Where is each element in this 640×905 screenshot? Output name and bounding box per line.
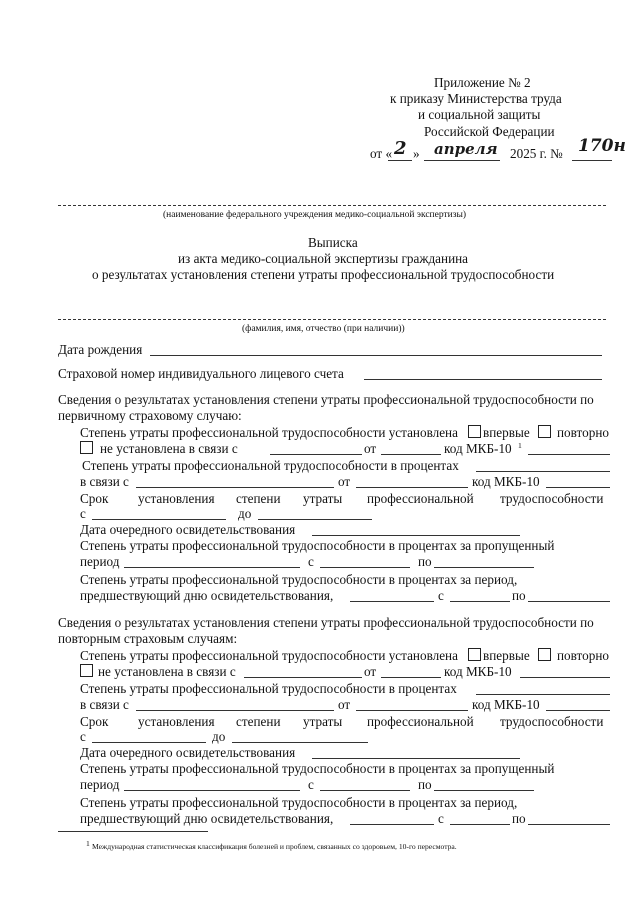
section2-heading-2: повторным страховым случаям: bbox=[58, 631, 238, 646]
s2-not-established-label: не установлена в связи с bbox=[98, 664, 236, 679]
s2-repeat-checkbox[interactable] bbox=[538, 648, 551, 661]
date-day: 2 bbox=[394, 138, 407, 159]
date-prefix: от « bbox=[370, 146, 393, 161]
s1-prev-from-label: с bbox=[438, 588, 444, 603]
s2-prev-label: Степень утраты профессиональной трудоспособности в процентах за период, bbox=[80, 795, 518, 810]
s1-from-label: от bbox=[364, 441, 377, 456]
s1-established-label: Степень утраты профессиональной трудоспособности установлена bbox=[80, 425, 458, 440]
doc-subtitle-1: из акта медико-социальной экспертизы гражданина bbox=[178, 251, 469, 266]
s1-mkb-label: код МКБ-10 bbox=[444, 441, 512, 456]
footnote-mark: 1 bbox=[86, 839, 90, 848]
s2-next-exam-label: Дата очередного освидетельствования bbox=[80, 745, 296, 760]
snils-label: Страховой номер индивидуального лицевого счета bbox=[58, 366, 344, 381]
s2-first-time-label: впервые bbox=[483, 648, 530, 663]
s2-missed-label: Степень утраты профессиональной трудоспособности в процентах за пропущенный bbox=[80, 761, 555, 776]
s1-term-word-3: степени bbox=[236, 491, 281, 506]
s1-term-word-4: утраты bbox=[303, 491, 343, 506]
s1-term-to-label: до bbox=[238, 506, 252, 521]
s2-period-label: период bbox=[80, 777, 120, 792]
s2-first-time-checkbox[interactable] bbox=[468, 648, 481, 661]
s1-term-from-label: с bbox=[80, 506, 86, 521]
s2-mkb-label-2: код МКБ-10 bbox=[472, 697, 540, 712]
s2-prev-label-2: предшествующий дню освидетельствования, bbox=[80, 811, 334, 826]
order-number: 170н bbox=[578, 136, 626, 156]
s2-term-word-1: Срок bbox=[80, 714, 109, 729]
s1-period-from-label: с bbox=[308, 554, 314, 569]
s2-due-to-label: в связи с bbox=[80, 697, 129, 712]
s2-not-established-checkbox[interactable] bbox=[80, 664, 93, 677]
s2-from-label-2: от bbox=[338, 697, 351, 712]
s2-mkb-label: код МКБ-10 bbox=[444, 664, 512, 679]
s2-term-word-3: степени bbox=[236, 714, 281, 729]
section1-heading-2: первичному страховому случаю: bbox=[58, 408, 242, 423]
s1-due-to-label: в связи с bbox=[80, 474, 129, 489]
s1-next-exam-label: Дата очередного освидетельствования bbox=[80, 522, 296, 537]
s1-term-word-1: Срок bbox=[80, 491, 109, 506]
s1-prev-label: Степень утраты профессиональной трудоспособности в процентах за период, bbox=[80, 572, 518, 587]
s1-repeat-checkbox[interactable] bbox=[538, 425, 551, 438]
s1-not-established-checkbox[interactable] bbox=[80, 441, 93, 454]
federation-line: Российской Федерации bbox=[424, 124, 555, 139]
date-year: 2025 г. № bbox=[510, 146, 563, 161]
s1-term-word-6: трудоспособности bbox=[500, 491, 604, 506]
s2-term-from-label: с bbox=[80, 729, 86, 744]
s2-prev-from-label: с bbox=[438, 811, 444, 826]
s1-first-time-label: впервые bbox=[483, 425, 530, 440]
s2-prev-to-label: по bbox=[512, 811, 526, 826]
s1-period-label: период bbox=[80, 554, 120, 569]
s2-period-from-label: с bbox=[308, 777, 314, 792]
s2-from-label: от bbox=[364, 664, 377, 679]
s2-established-label: Степень утраты профессиональной трудоспособности установлена bbox=[80, 648, 458, 663]
s2-term-word-4: утраты bbox=[303, 714, 343, 729]
date-month: апреля bbox=[434, 140, 498, 158]
s2-term-word-5: профессиональной bbox=[367, 714, 474, 729]
institution-caption: (наименование федерального учреждения медико-социальной экспертизы) bbox=[163, 210, 467, 220]
appendix-title: Приложение № 2 bbox=[434, 75, 531, 90]
s2-term-word-2: установления bbox=[138, 714, 215, 729]
s1-term-word-5: профессиональной bbox=[367, 491, 474, 506]
s1-prev-label-2: предшествующий дню освидетельствования, bbox=[80, 588, 334, 603]
s1-first-time-checkbox[interactable] bbox=[468, 425, 481, 438]
s1-footnote-ref: 1 bbox=[518, 441, 522, 450]
s1-term-word-2: установления bbox=[138, 491, 215, 506]
footnote-text: Международная статистическая классификация болезней и проблем, связанных со здоровьем, 10-го пересмотра. bbox=[92, 842, 457, 851]
s1-percent-label: Степень утраты профессиональной трудоспособности в процентах bbox=[82, 458, 459, 473]
doc-title: Выписка bbox=[308, 235, 358, 250]
date-mid: » bbox=[413, 146, 420, 161]
s2-term-word-6: трудоспособности bbox=[500, 714, 604, 729]
s2-term-to-label: до bbox=[212, 729, 226, 744]
fio-caption: (фамилия, имя, отчество (при наличии)) bbox=[242, 324, 405, 334]
s1-prev-to-label: по bbox=[512, 588, 526, 603]
doc-subtitle-2: о результатах установления степени утраты профессиональной трудоспособности bbox=[92, 267, 555, 282]
section1-heading-1: Сведения о результатах установления степени утраты профессиональной трудоспособности по bbox=[58, 392, 594, 407]
s2-repeat-label: повторно bbox=[557, 648, 609, 663]
s1-missed-label: Степень утраты профессиональной трудоспособности в процентах за пропущенный bbox=[80, 538, 555, 553]
section2-heading-1: Сведения о результатах установления степени утраты профессиональной трудоспособности по bbox=[58, 615, 594, 630]
ministry-line: и социальной защиты bbox=[418, 107, 541, 122]
birth-date-label: Дата рождения bbox=[58, 342, 143, 357]
s1-mkb-label-2: код МКБ-10 bbox=[472, 474, 540, 489]
s1-repeat-label: повторно bbox=[557, 425, 609, 440]
s2-percent-label: Степень утраты профессиональной трудоспособности в процентах bbox=[80, 681, 457, 696]
s1-not-established-label: не установлена в связи с bbox=[100, 441, 238, 456]
s1-period-to-label: по bbox=[418, 554, 432, 569]
order-line: к приказу Министерства труда bbox=[390, 91, 562, 106]
s1-from-label-2: от bbox=[338, 474, 351, 489]
s2-period-to-label: по bbox=[418, 777, 432, 792]
